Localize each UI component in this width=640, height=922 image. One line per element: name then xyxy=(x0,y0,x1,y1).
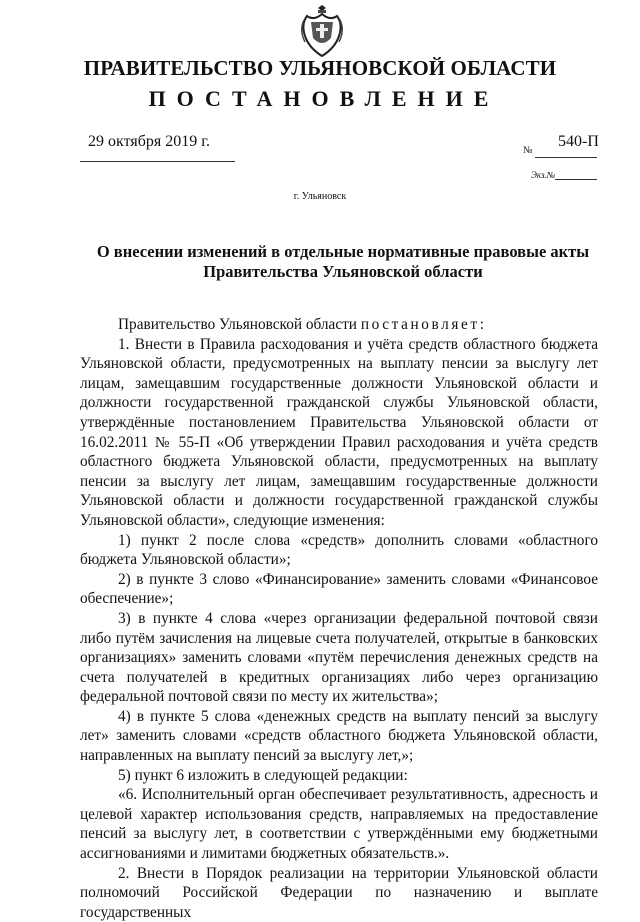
paragraph-1-item-5-text: «6. Исполнительный орган обеспечивает результативность, адресность и целевой характер использования средств, направляемых на предоставление пенсий за выслугу лет, в соответствии с утверждёнными ему бюджетными ассигнованиями и лимитами бюджетных обязательств.». xyxy=(80,786,598,863)
title-line-2: Правительства Ульяновской области xyxy=(203,262,483,281)
copy-label: Экз.№ xyxy=(531,170,556,180)
document-body xyxy=(80,315,598,922)
paragraph-1-item-2: 2) в пункте 3 слово «Финансирование» заменить словами «Финансовое обеспечение»; xyxy=(80,570,598,608)
paragraph-1: 1. Внести в Правила расходования и учёта средств областного бюджета Ульяновской области, предусмотренных на выплату пенсии за выслугу лет лицам, замещавшим государственные должности Ульяновской области и должности государственной гражданской службы Ульяновской области, утверждённые постановлением Правительства Ульяновской области от 16.02.2011 № 55-П «Об утверждении Правил расходования и учёта средств областного бюджета Ульяновской области, предусмотренных на выплату пенсии за выслугу лет лицам, замещавшим государственные должности Ульяновской области и должности государственной гражданской службы Ульяновской области», следующие изменения: xyxy=(80,335,598,529)
paragraph-1-item-5: 5) пункт 6 изложить в следующей редакции: xyxy=(118,766,408,784)
coat-of-arms-emblem xyxy=(297,2,347,60)
paragraph-1-item-4: 4) в пункте 5 слова «денежных средств на выплату пенсий за выслугу лет» заменить словами «средств областного бюджета Ульяновской области, направленных на выплату пенсий за выслугу лет,»; xyxy=(80,707,598,765)
city-name: г. Ульяновск xyxy=(293,191,347,202)
paragraph-2: 2. Внести в Порядок реализации на территории Ульяновской области полномочий Российской Федерации по назначению и выплате государственных xyxy=(80,864,598,921)
paragraph-1-item-3: 3) в пункте 4 слова «через организации федеральной почтовой связи либо путём зачисления на лицевые счета получателей, открытые в банковских организациях» заменить словами «путём перечисления денежных средств на счета получателей в кредитных организациях либо через организацию федеральной почтовой связи по месту их жительства»; xyxy=(80,609,598,706)
paragraph-1-item-1: 1) пункт 2 после слова «средств» дополнить словами «областного бюджета Ульяновской области»; xyxy=(80,531,598,569)
copy-underline xyxy=(555,179,597,180)
document-number: 540-П xyxy=(558,133,599,150)
number-label: № xyxy=(523,145,533,156)
number-underline xyxy=(535,157,597,158)
government-name: ПРАВИТЕЛЬСТВО УЛЬЯНОВСКОЙ ОБЛАСТИ xyxy=(83,56,557,80)
document-type: ПОСТАНОВЛЕНИЕ xyxy=(148,86,500,111)
date-underline xyxy=(80,161,235,162)
title-line-1: О внесении изменений в отдельные нормативные правовые акты xyxy=(96,242,590,261)
intro-verb: постановляет: xyxy=(360,316,487,333)
document-date: 29 октября 2019 г. xyxy=(88,133,210,150)
intro-text: Правительство Ульяновской области xyxy=(118,316,361,333)
intro-paragraph xyxy=(80,315,598,335)
document-title xyxy=(88,242,598,282)
